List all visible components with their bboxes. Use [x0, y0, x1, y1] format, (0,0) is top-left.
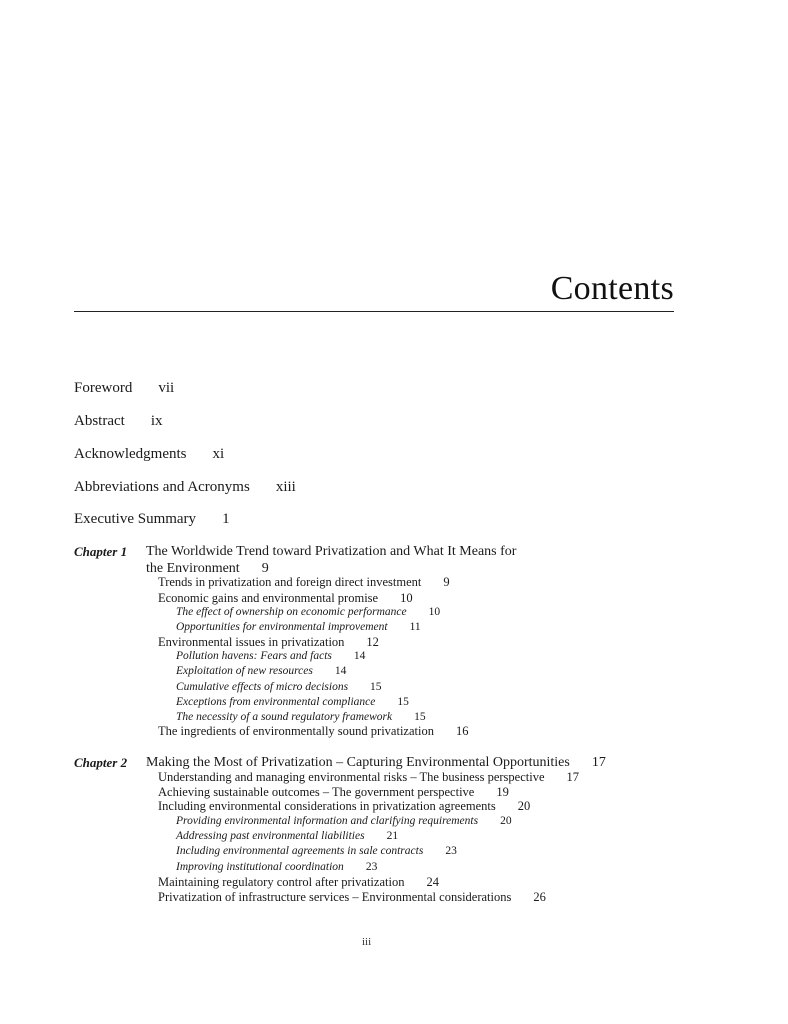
toc-section[interactable] [158, 799, 530, 814]
toc-section[interactable] [158, 770, 579, 785]
toc-entry-abbreviations[interactable] [74, 479, 296, 496]
toc-entry-acknowledgments[interactable] [74, 446, 224, 463]
toc-section[interactable] [158, 875, 439, 890]
toc-section-label: Understanding and managing environmental risks – The business perspective [158, 770, 545, 784]
toc-section-label: Privatization of infrastructure services – Environmental considerations [158, 890, 512, 904]
toc-page-number: 20 [517, 799, 531, 813]
toc-section-label: Achieving sustainable outcomes – The government perspective [158, 785, 475, 799]
toc-page-number: xi [212, 446, 225, 462]
toc-subsection-label: Cumulative effects of micro decisions [176, 681, 349, 693]
toc-subsection[interactable] [176, 621, 421, 633]
toc-page-number: 15 [397, 696, 409, 708]
page-folio: iii [362, 936, 372, 948]
toc-page-number: vii [158, 380, 175, 396]
toc-subsection-label: The necessity of a sound regulatory framework [176, 711, 393, 723]
toc-page-number: 17 [591, 755, 606, 770]
toc-subsection-label: Improving institutional coordination [176, 861, 344, 873]
toc-page-number: xiii [275, 479, 296, 495]
chapter-2-label: Chapter 2 [74, 755, 128, 770]
toc-page-number: 11 [409, 621, 421, 633]
toc-section-label: Economic gains and environmental promise [158, 591, 379, 605]
toc-page-number: 9 [443, 575, 450, 589]
toc-entry-label: Abstract [74, 413, 125, 429]
toc-section-label: Including environmental considerations in privatization agreements [158, 799, 496, 813]
toc-subsection[interactable] [176, 845, 457, 857]
toc-page-number: 1 [222, 511, 230, 527]
toc-section-label: The ingredients of environmentally sound privatization [158, 724, 434, 738]
chapter-title-line2: the Environment [146, 561, 240, 576]
toc-subsection[interactable] [176, 830, 398, 842]
toc-subsection-label: Addressing past environmental liabilities [176, 830, 365, 842]
toc-page-number: 20 [500, 815, 512, 827]
toc-subsection[interactable] [176, 711, 426, 723]
toc-section[interactable] [158, 575, 450, 590]
toc-entry-label: Acknowledgments [74, 446, 187, 462]
toc-page-number: 16 [455, 724, 469, 738]
chapter-title-line1: Making the Most of Privatization – Capturing Environmental Opportunities [146, 755, 570, 770]
toc-subsection[interactable] [176, 696, 409, 708]
toc-section[interactable] [158, 591, 413, 606]
toc-subsection[interactable] [176, 815, 512, 827]
toc-subsection-label: Pollution havens: Fears and facts [176, 650, 332, 662]
toc-page-number: 9 [261, 561, 269, 576]
toc-page-number: 15 [414, 711, 426, 723]
toc-page-number: 14 [353, 650, 366, 662]
toc-entry-foreword[interactable] [74, 380, 174, 397]
toc-section-label: Environmental issues in privatization [158, 635, 345, 649]
toc-section[interactable] [158, 890, 546, 905]
toc-subsection-label: Providing environmental information and clarifying requirements [176, 815, 479, 827]
toc-entry-label: Executive Summary [74, 511, 197, 527]
page-title: Contents [550, 270, 674, 307]
toc-page-number: 24 [426, 875, 439, 889]
toc-section-label: Maintaining regulatory control after privatization [158, 875, 405, 889]
toc-subsection-label: Exceptions from environmental compliance [176, 696, 376, 708]
toc-subsection[interactable] [176, 665, 346, 677]
toc-subsection[interactable] [176, 861, 377, 873]
toc-page-number: 23 [445, 845, 457, 857]
toc-page-number: 26 [533, 890, 546, 904]
toc-entry-executive-summary[interactable] [74, 511, 230, 528]
toc-subsection-label: The effect of ownership on economic performance [176, 606, 407, 618]
toc-subsection[interactable] [176, 681, 382, 693]
chapter-title-line1: The Worldwide Trend toward Privatization and What It Means for [146, 544, 517, 559]
toc-page-number: 10 [428, 606, 441, 618]
chapter-1-title[interactable] [146, 543, 516, 577]
toc-page-number: 12 [366, 635, 379, 649]
toc-subsection[interactable] [176, 606, 440, 618]
toc-subsection-label: Including environmental agreements in sale contracts [176, 845, 424, 857]
toc-page-number: 21 [386, 830, 399, 842]
toc-page-number: 14 [334, 665, 347, 677]
toc-page-number: 15 [370, 681, 382, 693]
toc-section-label: Trends in privatization and foreign direct investment [158, 575, 422, 589]
toc-subsection[interactable] [176, 650, 365, 662]
chapter-2-title[interactable] [146, 754, 606, 771]
toc-subsection-label: Opportunities for environmental improvement [176, 621, 388, 633]
toc-page-number: 10 [400, 591, 413, 605]
toc-entry-label: Foreword [74, 380, 133, 396]
toc-section[interactable] [158, 635, 379, 650]
title-rule [74, 311, 674, 312]
toc-entry-label: Abbreviations and Acronyms [74, 479, 250, 495]
toc-page-number: 23 [365, 861, 378, 873]
toc-section[interactable] [158, 724, 468, 739]
toc-page-number: 19 [496, 785, 509, 799]
toc-subsection-label: Exploitation of new resources [176, 665, 313, 677]
chapter-1-label: Chapter 1 [74, 544, 128, 559]
toc-page-number: ix [150, 413, 163, 429]
toc-page-number: 17 [566, 770, 579, 784]
toc-section[interactable] [158, 785, 509, 800]
toc-entry-abstract[interactable] [74, 413, 163, 430]
